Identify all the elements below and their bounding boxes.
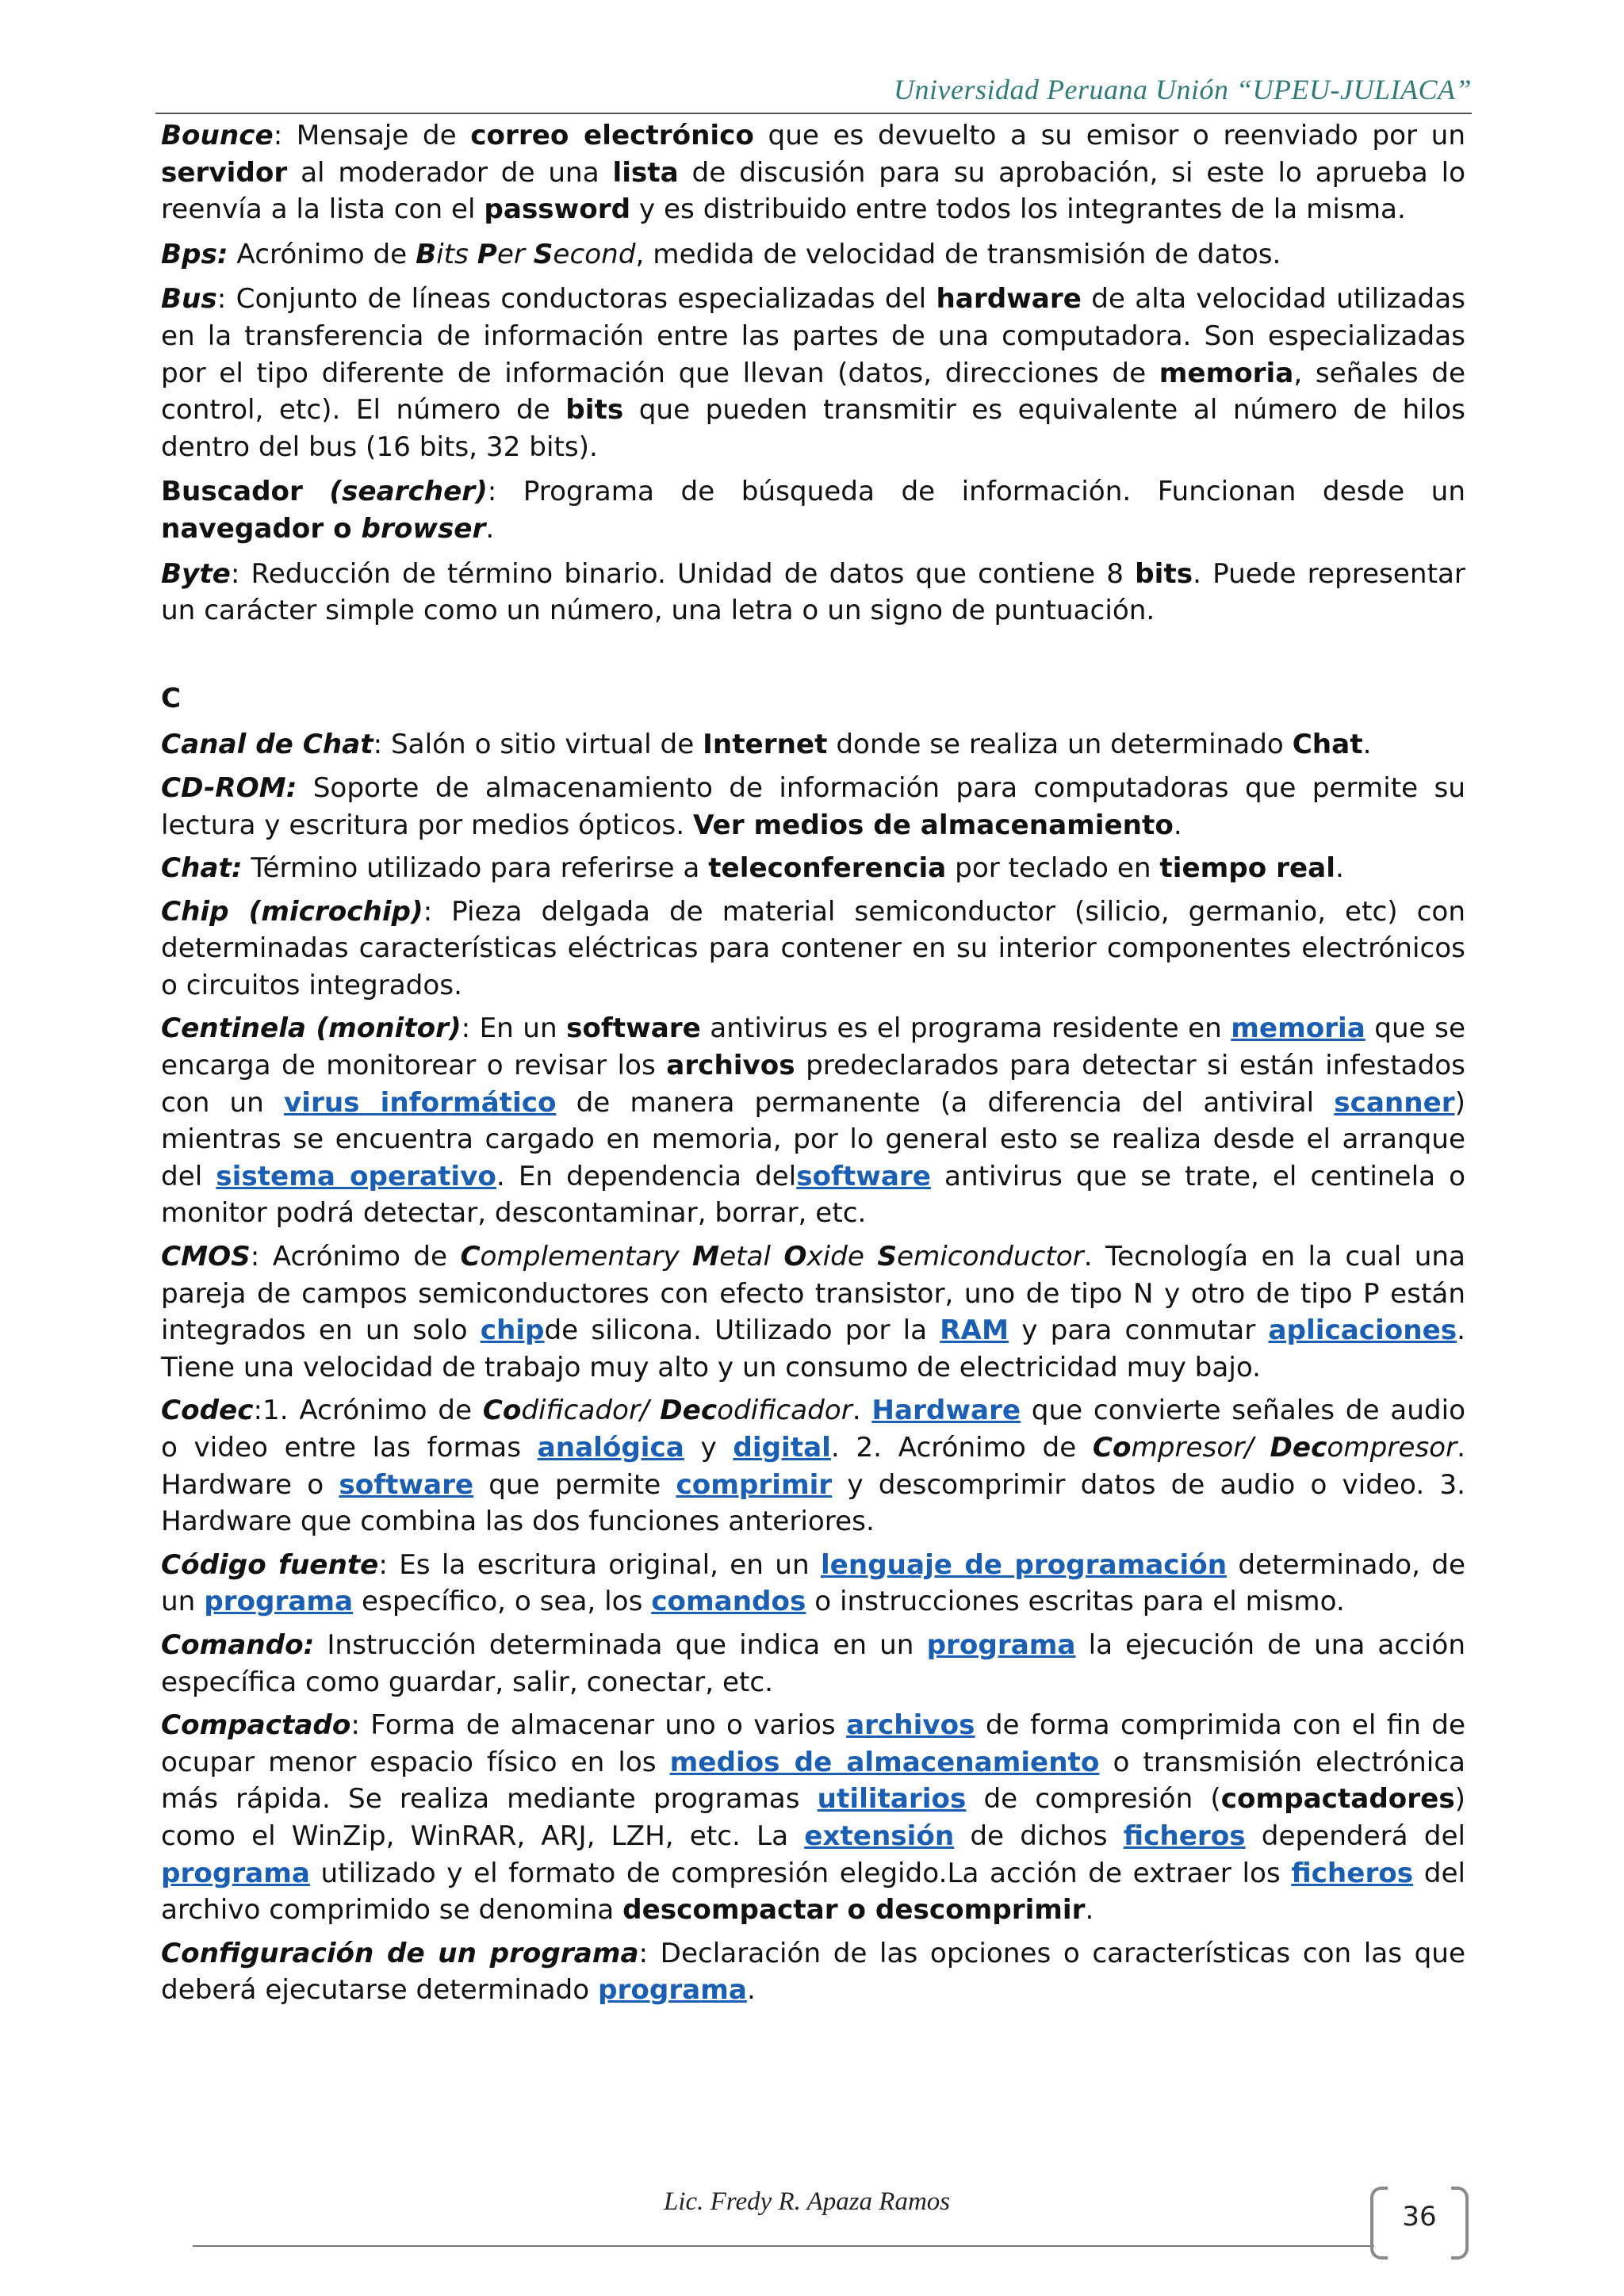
text: . 2. Acrónimo de bbox=[830, 1432, 1093, 1464]
acronym-rest: ompresor bbox=[1327, 1432, 1457, 1464]
entry-cmos bbox=[161, 1238, 1465, 1386]
term: Byte bbox=[161, 557, 231, 590]
term: Bus bbox=[161, 283, 217, 316]
entry-cd-rom bbox=[161, 770, 1465, 844]
link-comandos[interactable]: comandos bbox=[651, 1586, 806, 1618]
text: : Programa de búsqueda de información. Funcionan desde un bbox=[487, 476, 1465, 508]
footer-rule bbox=[193, 2245, 1374, 2247]
acronym-rest: odificador bbox=[717, 1395, 852, 1427]
text: de discusión para su aprobación, si este lo aprueba lo reenvía a la lista con el bbox=[161, 156, 1465, 226]
keyword: bits bbox=[565, 394, 624, 427]
text: que se encarga de monitorear o revisar los bbox=[161, 1012, 1465, 1082]
entry-buscador bbox=[161, 473, 1465, 547]
keyword: compactadores bbox=[1220, 1783, 1455, 1816]
text: , medida de velocidad de transmisión de datos. bbox=[635, 238, 1281, 270]
keyword: navegador o bbox=[161, 512, 362, 545]
keyword: lista bbox=[612, 156, 679, 189]
text: o instrucciones escritas para el mismo. bbox=[806, 1586, 1345, 1618]
text: . Hardware o bbox=[161, 1432, 1466, 1501]
term: CMOS bbox=[161, 1241, 251, 1273]
link-virus-informatico[interactable]: virus informático bbox=[283, 1086, 557, 1119]
header-title: Universidad Peruana Unión “UPEU-JULIACA” bbox=[894, 74, 1472, 105]
text: que convierte señales de audio o video entre las formas bbox=[161, 1395, 1465, 1464]
text: y bbox=[684, 1432, 733, 1464]
text: . bbox=[746, 1974, 756, 2007]
keyword: browser bbox=[361, 512, 486, 545]
text: , señales de control, etc). El número de bbox=[161, 357, 1465, 427]
link-ram[interactable]: RAM bbox=[940, 1314, 1009, 1347]
acronym-letter: C bbox=[460, 1241, 481, 1273]
link-archivos[interactable]: archivos bbox=[846, 1709, 975, 1742]
text: de alta velocidad utilizadas en la transferencia de información entre las partes de una computadora. Son especializadas por el tipo diferente de información que llevan (datos, direcciones de bbox=[161, 283, 1465, 389]
text: antivirus que se trate, el centinela o monitor podrá detectar, descontaminar, borrar, etc. bbox=[161, 1160, 1465, 1230]
keyword: software bbox=[566, 1012, 701, 1045]
link-comprimir[interactable]: comprimir bbox=[676, 1468, 833, 1501]
term: Chip (microchip) bbox=[161, 895, 423, 928]
keyword: Internet bbox=[703, 729, 828, 761]
term: Centinela (monitor) bbox=[161, 1012, 462, 1045]
text: . Puede representar un carácter simple como un número, una letra o un signo de puntuación. bbox=[161, 557, 1465, 627]
entry-bounce bbox=[161, 117, 1465, 228]
text: de silicona. Utilizado por la bbox=[544, 1314, 940, 1347]
keyword: servidor bbox=[161, 156, 288, 189]
text: . bbox=[1173, 809, 1182, 841]
link-software[interactable]: software bbox=[796, 1160, 931, 1192]
link-hardware[interactable]: Hardware bbox=[871, 1395, 1021, 1427]
entry-configuracion bbox=[161, 1935, 1465, 2009]
entry-codigo-fuente bbox=[161, 1547, 1465, 1621]
keyword: memoria bbox=[1159, 357, 1294, 389]
entry-canal-de-chat bbox=[161, 726, 1465, 763]
text: : Mensaje de bbox=[273, 120, 471, 151]
term-qualifier: (searcher) bbox=[329, 476, 488, 508]
acronym-letter: P bbox=[477, 238, 497, 270]
keyword: teleconferencia bbox=[708, 852, 947, 885]
acronym-letter: S bbox=[533, 238, 553, 270]
text: ) como el WinZip, WinRAR, ARJ, LZH, etc. La bbox=[161, 1783, 1466, 1852]
text: que es devuelto a su emisor o reenviado por un bbox=[753, 120, 1465, 151]
link-programa[interactable]: programa bbox=[598, 1974, 747, 2007]
acronym-letter: M bbox=[692, 1241, 720, 1273]
text: al moderador de una bbox=[287, 156, 613, 189]
text: . bbox=[1362, 729, 1372, 761]
entry-codec bbox=[161, 1392, 1465, 1540]
acronym-rest: emiconductor bbox=[896, 1241, 1084, 1273]
text: del archivo comprimido se denomina bbox=[161, 1857, 1465, 1927]
keyword: correo electrónico bbox=[470, 120, 754, 151]
text: : Es la escritura original, en un bbox=[378, 1548, 821, 1581]
link-aplicaciones[interactable]: aplicaciones bbox=[1268, 1314, 1457, 1347]
term: Canal de Chat bbox=[161, 729, 373, 761]
text: Instrucción determinada que indica en un bbox=[314, 1628, 927, 1661]
acronym-rest: dificador/ bbox=[521, 1395, 661, 1427]
section-letter: C bbox=[161, 682, 182, 714]
link-chip[interactable]: chip bbox=[480, 1314, 545, 1347]
acronym-rest: xide bbox=[806, 1241, 878, 1273]
entry-compactado bbox=[161, 1707, 1465, 1929]
text: de manera permanente (a diferencia del antiviral bbox=[556, 1086, 1335, 1119]
keyword: descompactar o descomprimir bbox=[622, 1894, 1086, 1927]
entry-chip bbox=[161, 894, 1465, 1004]
term: Buscador bbox=[161, 476, 303, 508]
keyword: Ver medios de almacenamiento bbox=[692, 809, 1174, 841]
acronym-rest: econd bbox=[553, 238, 636, 270]
acronym-rest: mpresor/ bbox=[1131, 1432, 1270, 1464]
text: y para conmutar bbox=[1009, 1314, 1269, 1347]
acronym-letter: Dec bbox=[660, 1395, 718, 1427]
text: : Conjunto de líneas conductoras especializadas del bbox=[216, 283, 936, 316]
text: por teclado en bbox=[946, 852, 1160, 885]
page-number-box bbox=[1370, 2187, 1469, 2256]
text: . En dependencia del bbox=[496, 1160, 797, 1192]
link-digital[interactable]: digital bbox=[733, 1432, 831, 1464]
text: . Tecnología en la cual una pareja de campos semiconductores con efecto transistor, uno de tipo N y otro de tipo P están integrados en un solo bbox=[161, 1241, 1465, 1347]
link-ficheros[interactable]: ficheros bbox=[1291, 1857, 1414, 1889]
text: . bbox=[1335, 852, 1344, 885]
entry-chat bbox=[161, 850, 1465, 887]
text: ) mientras se encuentra cargado en memoria, por lo general esto se realiza desde el arranque del bbox=[161, 1086, 1465, 1192]
text: antivirus es el programa residente en bbox=[700, 1012, 1231, 1045]
text: determinado, de un bbox=[161, 1548, 1466, 1618]
term: Código fuente bbox=[161, 1548, 379, 1581]
text: y es distribuido entre todos los integrantes de la misma. bbox=[630, 193, 1406, 226]
term: Comando: bbox=[161, 1628, 315, 1661]
text: Término utilizado para referirse a bbox=[242, 852, 709, 885]
text: que permite bbox=[473, 1468, 676, 1501]
link-analogica[interactable]: analógica bbox=[537, 1432, 684, 1464]
entry-centinela bbox=[161, 1010, 1465, 1232]
term: Configuración de un programa bbox=[161, 1937, 639, 1969]
keyword: password bbox=[484, 193, 631, 226]
text: : Salón o sitio virtual de bbox=[373, 729, 703, 761]
keyword: Chat bbox=[1292, 729, 1363, 761]
keyword: bits bbox=[1135, 557, 1193, 590]
footer-author: Lic. Fredy R. Apaza Ramos bbox=[664, 2187, 951, 2216]
acronym-letter: Co bbox=[1092, 1432, 1132, 1464]
text: : Declaración de las opciones o características con las que deberá ejecutarse determinado bbox=[161, 1937, 1465, 2007]
acronym-rest: omplementary bbox=[480, 1241, 693, 1273]
term: Codec bbox=[161, 1395, 254, 1427]
term: Bounce bbox=[161, 120, 274, 151]
text: :1. Acrónimo de bbox=[253, 1395, 483, 1427]
term: Compactado bbox=[161, 1709, 351, 1742]
keyword: archivos bbox=[666, 1050, 795, 1082]
text: : Acrónimo de bbox=[250, 1241, 461, 1273]
acronym-letter: Dec bbox=[1270, 1432, 1327, 1464]
term: Bps: bbox=[161, 238, 228, 270]
link-extension[interactable]: extensión bbox=[804, 1820, 955, 1852]
link-programa[interactable]: programa bbox=[926, 1628, 1076, 1661]
text: Soporte de almacenamiento de información para computadoras que permite su lectura y escritura por medios ópticos. bbox=[161, 771, 1465, 841]
link-software[interactable]: software bbox=[339, 1468, 474, 1501]
acronym-rest: etal bbox=[719, 1241, 784, 1273]
text: o transmisión electrónica más rápida. Se realiza mediante programas bbox=[161, 1746, 1465, 1816]
text: la ejecución de una acción específica como guardar, salir, conectar, etc. bbox=[161, 1628, 1466, 1698]
text: utilizado y el formato de compresión elegido.La acción de extraer los bbox=[309, 1857, 1292, 1889]
text: de compresión ( bbox=[966, 1783, 1221, 1816]
text: : Reducción de término binario. Unidad de datos que contiene 8 bbox=[230, 557, 1136, 590]
keyword: hardware bbox=[936, 283, 1082, 316]
text: específico, o sea, los bbox=[353, 1586, 652, 1618]
text: . bbox=[1085, 1894, 1094, 1927]
acronym-letter: S bbox=[877, 1241, 897, 1273]
text: : Pieza delgada de material semiconductor (silicio, germanio, etc) con determinadas características eléctricas para contener en su interior componentes electrónicos o circuitos integrados. bbox=[161, 895, 1465, 1001]
entry-bus bbox=[161, 281, 1465, 465]
text: donde se realiza un determinado bbox=[827, 729, 1293, 761]
acronym-rest: its bbox=[436, 238, 477, 270]
page-number: 36 bbox=[1402, 2201, 1437, 2233]
text: . bbox=[485, 512, 495, 545]
link-medios-de-almacenamiento[interactable]: medios de almacenamiento bbox=[669, 1746, 1100, 1778]
glossary-content bbox=[161, 117, 1465, 2015]
entry-bps bbox=[161, 236, 1465, 274]
text: que pueden transmitir es equivalente al número de hilos dentro del bus (16 bits, 32 bits). bbox=[161, 394, 1465, 463]
acronym-letter: O bbox=[783, 1241, 807, 1273]
keyword: tiempo real bbox=[1159, 852, 1335, 885]
link-memoria[interactable]: memoria bbox=[1231, 1012, 1365, 1045]
text: y descomprimir datos de audio o video. 3. Hardware que combina las dos funciones anteriores. bbox=[161, 1468, 1466, 1538]
header-rule bbox=[155, 113, 1472, 114]
text: Acrónimo de bbox=[228, 238, 416, 270]
link-scanner[interactable]: scanner bbox=[1334, 1086, 1455, 1119]
text: . Tiene una velocidad de trabajo muy alto y un consumo de electricidad muy bajo. bbox=[161, 1314, 1466, 1383]
link-utilitarios[interactable]: utilitarios bbox=[817, 1783, 967, 1816]
entry-comando bbox=[161, 1627, 1465, 1701]
term: Chat: bbox=[161, 852, 243, 885]
text: . bbox=[852, 1395, 872, 1427]
term: CD-ROM: bbox=[161, 771, 297, 804]
text: : En un bbox=[461, 1012, 567, 1045]
text: de dichos bbox=[954, 1820, 1124, 1852]
page-header bbox=[155, 68, 1472, 116]
acronym-rest: er bbox=[496, 238, 534, 270]
text: dependerá del bbox=[1245, 1820, 1465, 1852]
link-programa[interactable]: programa bbox=[161, 1857, 310, 1889]
link-ficheros[interactable]: ficheros bbox=[1123, 1820, 1246, 1852]
text: de forma comprimida con el fin de ocupar menor espacio físico en los bbox=[161, 1709, 1465, 1778]
acronym-letter: B bbox=[416, 238, 437, 270]
link-lenguaje-de-programacion[interactable]: lenguaje de programación bbox=[820, 1548, 1228, 1581]
link-programa[interactable]: programa bbox=[204, 1586, 354, 1618]
text: predeclarados para detectar si están infestados con un bbox=[161, 1050, 1465, 1119]
entry-byte bbox=[161, 556, 1465, 629]
acronym-letter: Co bbox=[482, 1395, 522, 1427]
link-sistema-operativo[interactable]: sistema operativo bbox=[216, 1160, 496, 1192]
text: : Forma de almacenar uno o varios bbox=[350, 1709, 847, 1742]
